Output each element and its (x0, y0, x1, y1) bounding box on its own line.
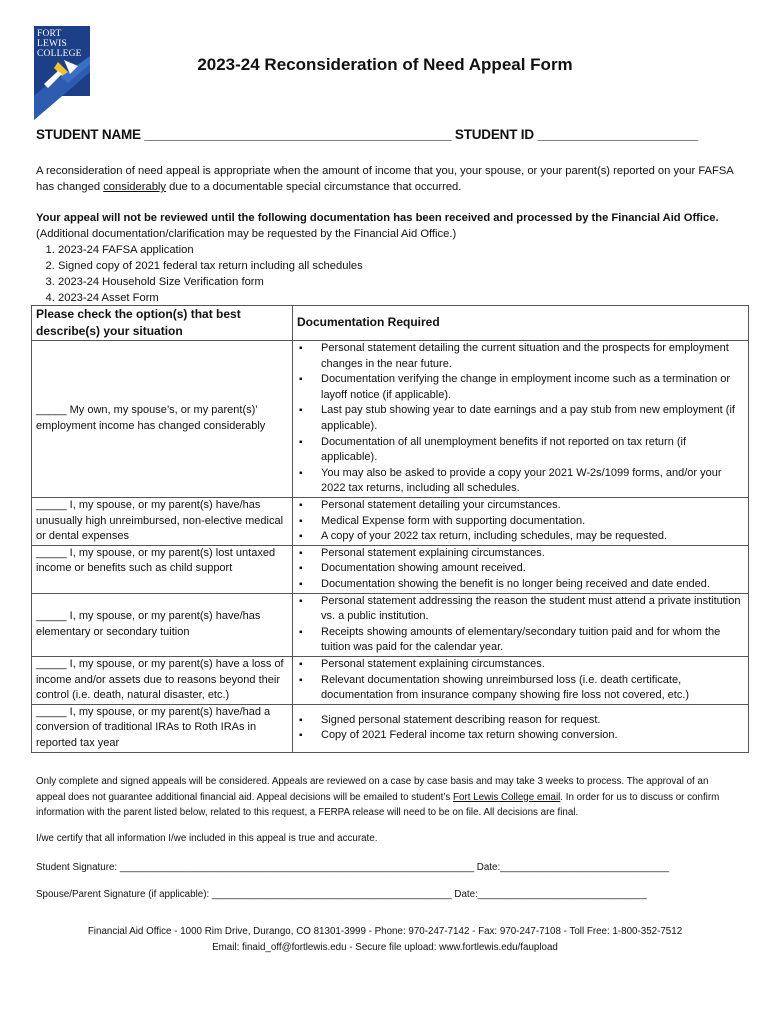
docs-cell (293, 704, 749, 752)
docs-cell (293, 593, 749, 656)
docs-cell (293, 545, 749, 593)
header-situation: Please check the option(s) that best describe(s) your situation (32, 306, 293, 341)
doc-item: ▪ Medical Expense form with supporting documentation. (297, 514, 744, 530)
option-ira-conversion[interactable]: _____ I, my spouse, or my parent(s) have/had a conversion of traditional IRAs to Roth IRAs in reported tax year (32, 704, 293, 752)
logo-text-line2: COLLEGE (37, 49, 82, 59)
doc-item: ▪ Signed personal statement describing reason for request. (297, 713, 744, 729)
footnote-text: Only complete and signed appeals will be considered. Appeals are reviewed on a case by case basis and may take 3 weeks to process. The approval of an appeal does not guarantee additional financial aid. Appeal decisions will be emailed to student’s (36, 776, 709, 803)
doc-item: ▪ Last pay stub showing year to date earnings and a pay stub from new employment (if applicable). (297, 403, 744, 434)
logo-text-line1: FORT LEWIS (37, 29, 68, 49)
student-signature-line[interactable]: Student Signature: _________________________________________________________________ Date:_______________________________ (36, 862, 670, 873)
table-header-row (32, 306, 749, 341)
table-row (32, 545, 749, 593)
footer-contact: Financial Aid Office - 1000 Rim Drive, Durango, CO 81301-3999 - Phone: 970-247-7142 - Fax: 970-247-7108 - Toll Free: 1-800-352-7512 (87, 926, 683, 937)
docs-cell (293, 341, 749, 498)
docs-cell (293, 656, 749, 704)
requirement-item: 2. Signed copy of 2021 federal tax return including all schedules (58, 258, 746, 274)
doc-item: ▪ Documentation showing the benefit is no longer being received and date ended. (297, 577, 744, 593)
table-row (32, 656, 749, 704)
table-row (32, 593, 749, 656)
doc-item: ▪ A copy of your 2022 tax return, including schedules, may be requested. (297, 529, 744, 545)
intro-paragraph (36, 163, 736, 195)
docs-cell (293, 498, 749, 546)
doc-item: ▪ Personal statement addressing the reason the student must attend a private institution vs. a public institution. (297, 594, 744, 625)
student-name-id-line[interactable]: STUDENT NAME __________________________________________ STUDENT ID ______________________ (36, 127, 699, 142)
form-title: 2023-24 Reconsideration of Need Appeal Form (197, 55, 573, 74)
page-footer (0, 924, 770, 955)
footnote-paragraph (36, 774, 736, 821)
doc-item: ▪ Personal statement detailing the current situation and the prospects for employment changes in the near future. (297, 341, 744, 372)
footnote-text-end: . In order for us to discuss or confirm information with the parent listed below, related to this request, a FERPA release will need to be on file. All decisions are final. (36, 791, 720, 818)
option-loss-of-income[interactable]: _____ I, my spouse, or my parent(s) have a loss of income and/or assets due to reasons beyond their control (i.e. death, natural disaster, etc.) (32, 656, 293, 704)
doc-item: ▪ Relevant documentation showing unreimbursed loss (i.e. death certificate, documentation from insurance company showing fire loss not covered, etc.) (297, 673, 744, 704)
requirements-list (36, 242, 746, 306)
option-untaxed-income[interactable]: _____ I, my spouse, or my parent(s) lost untaxed income or benefits such as child support (32, 545, 293, 593)
requirement-item: 4. 2023-24 Asset Form (58, 290, 746, 306)
doc-item: ▪ Personal statement explaining circumstances. (297, 546, 744, 562)
table-row (32, 341, 749, 498)
requirements-note: (Additional documentation/clarification may be requested by the Financial Aid Office.) (36, 228, 457, 240)
certification-text: I/we certify that all information I/we included in this appeal is true and accurate. (36, 833, 378, 844)
requirements-section (36, 210, 746, 306)
option-employment-income[interactable]: _____ My own, my spouse’s, or my parent(s)’ employment income has changed considerably (32, 341, 293, 498)
option-medical-expenses[interactable]: _____ I, my spouse, or my parent(s) have/has unusually high unreimbursed, non-elective medical or dental expenses (32, 498, 293, 546)
doc-item: ▪ Personal statement explaining circumstances. (297, 657, 744, 673)
intro-text: A reconsideration of need appeal is appropriate when the amount of income that you, your spouse, or your parent(s) reported on your FAFSA has changed (36, 165, 734, 193)
email-link[interactable]: Fort Lewis College email (453, 791, 561, 803)
option-tuition[interactable]: _____ I, my spouse, or my parent(s) have/has elementary or secondary tuition (32, 593, 293, 656)
doc-item: ▪ Copy of 2021 Federal income tax return showing conversion. (297, 728, 744, 744)
footer-email: Email: finaid_off@fortlewis.edu - Secure file upload: www.fortlewis.edu/faupload (212, 941, 558, 953)
doc-item: ▪ Documentation of all unemployment benefits if not reported on tax return (if applicable). (297, 435, 744, 466)
table-row (32, 498, 749, 546)
appeal-options-table (31, 305, 749, 753)
doc-item: ▪ Receipts showing amounts of elementary/secondary tuition paid and for whom the tuition was paid for the calendar year. (297, 625, 744, 656)
parent-signature-line[interactable]: Spouse/Parent Signature (if applicable): ____________________________________________ Date:_______________________________ (36, 889, 647, 900)
requirement-item: 1. 2023-24 FAFSA application (58, 242, 746, 258)
table-row (32, 704, 749, 752)
doc-item: ▪ Documentation showing amount received. (297, 561, 744, 577)
intro-emphasis: considerably (103, 181, 166, 193)
requirements-heading: Your appeal will not be reviewed until the following documentation has been received and processed by the Financial Aid Office. (36, 212, 719, 224)
doc-item: ▪ Documentation verifying the change in employment income such as a termination or layoff notice (if applicable). (297, 372, 744, 403)
requirement-item: 3. 2023-24 Household Size Verification form (58, 274, 746, 290)
header-documentation: Documentation Required (293, 306, 749, 341)
doc-item: ▪ You may also be asked to provide a copy your 2021 W-2s/1099 forms, and/or your 2022 tax returns, including all schedules. (297, 466, 744, 497)
intro-text-end: due to a documentable special circumstance that occurred. (166, 181, 462, 193)
doc-item: ▪ Personal statement detailing your circumstances. (297, 498, 744, 514)
